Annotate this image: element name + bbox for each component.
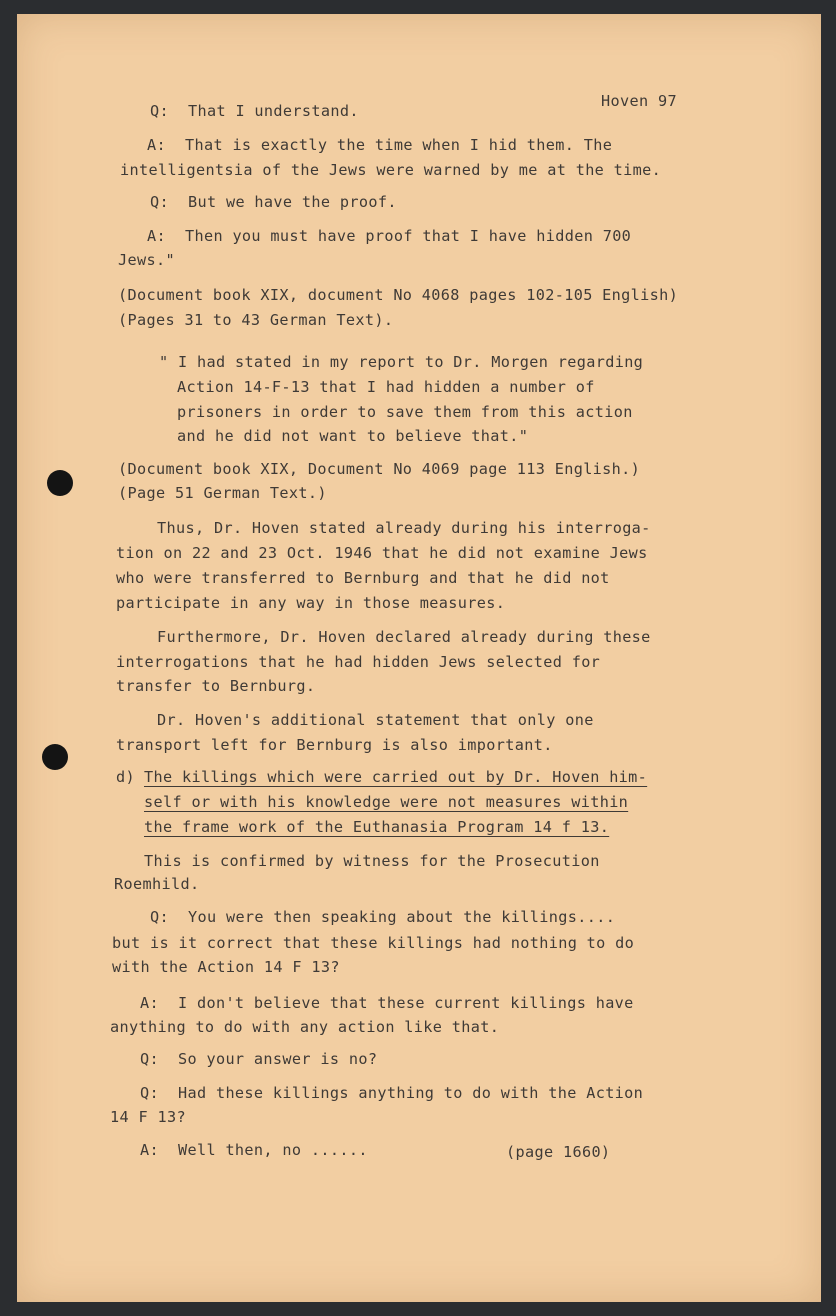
binder-hole-top (47, 470, 73, 496)
text-line: Q: You were then speaking about the killings.... (150, 908, 616, 926)
section-marker: d) (116, 768, 135, 786)
page-reference: (page 1660) (506, 1143, 611, 1161)
binder-hole-bottom (42, 744, 68, 770)
text-line: Q: Had these killings anything to do with the Action (140, 1084, 644, 1102)
text-line: Furthermore, Dr. Hoven declared already during these (157, 628, 651, 646)
text-line: Q: But we have the proof. (150, 193, 397, 211)
text-line: Q: That I understand. (150, 102, 359, 120)
section-heading-line: the frame work of the Euthanasia Program 14 f 13. (144, 818, 610, 836)
text-line: This is confirmed by witness for the Prosecution (144, 852, 600, 870)
section-heading-line: self or with his knowledge were not measures within (144, 793, 629, 811)
quote-line: and he did not want to believe that." (177, 427, 529, 445)
text-line: A: That is exactly the time when I hid them. The (147, 136, 613, 154)
text-line: tion on 22 and 23 Oct. 1946 that he did not examine Jews (116, 544, 648, 562)
text-line: 14 F 13? (110, 1108, 186, 1126)
text-line: Dr. Hoven's additional statement that only one (157, 711, 594, 729)
quote-line: " I had stated in my report to Dr. Morgen regarding (159, 353, 644, 371)
page-label: Hoven 97 (601, 92, 677, 110)
text-line: Roemhild. (114, 875, 200, 893)
section-heading-line: The killings which were carried out by Dr. Hoven him- (144, 768, 648, 786)
citation-line: (Document book XIX, document No 4068 pages 102-105 English) (118, 286, 679, 304)
text-line: Thus, Dr. Hoven stated already during his interroga- (157, 519, 651, 537)
text-line: but is it correct that these killings had nothing to do (112, 934, 635, 952)
citation-line: (Pages 31 to 43 German Text). (118, 311, 394, 329)
text-line: transport left for Bernburg is also important. (116, 736, 553, 754)
text-line: Q: So your answer is no? (140, 1050, 378, 1068)
text-line: A: I don't believe that these current killings have (140, 994, 634, 1012)
text-line: with the Action 14 F 13? (112, 958, 340, 976)
text-line: participate in any way in those measures. (116, 594, 506, 612)
text-line: anything to do with any action like that. (110, 1018, 500, 1036)
text-line: interrogations that he had hidden Jews selected for (116, 653, 601, 671)
quote-line: prisoners in order to save them from this action (177, 403, 633, 421)
text-line: A: Well then, no ...... (140, 1141, 368, 1159)
citation-line: (Document book XIX, Document No 4069 page 113 English.) (118, 460, 641, 478)
text-line: intelligentsia of the Jews were warned by me at the time. (120, 161, 662, 179)
text-line: A: Then you must have proof that I have hidden 700 (147, 227, 632, 245)
text-line: Jews." (118, 251, 175, 269)
text-line: transfer to Bernburg. (116, 677, 316, 695)
text-line: who were transferred to Bernburg and that he did not (116, 569, 610, 587)
quote-line: Action 14-F-13 that I had hidden a number of (177, 378, 595, 396)
document-page (17, 14, 821, 1302)
citation-line: (Page 51 German Text.) (118, 484, 327, 502)
